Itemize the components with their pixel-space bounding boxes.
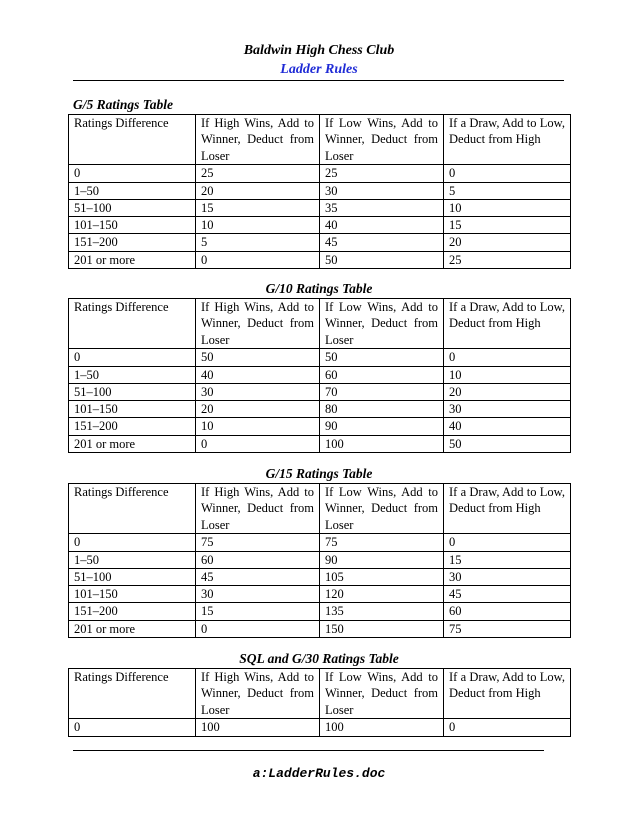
table-row xyxy=(69,165,571,182)
table-row xyxy=(69,383,571,400)
table-cell: 51–100 xyxy=(69,383,196,400)
column-header: If Low Wins, Add to Winner, Deduct from Loser xyxy=(320,484,444,534)
club-name: Baldwin High Chess Club xyxy=(243,43,395,58)
table-cell: 100 xyxy=(320,719,444,736)
table-cell: 20 xyxy=(196,182,320,199)
table-cell: 0 xyxy=(444,719,571,736)
table-cell: 50 xyxy=(320,251,444,268)
ratings-table-g15 xyxy=(68,483,571,638)
table-header-row xyxy=(69,669,571,719)
column-header: Ratings Difference xyxy=(69,115,196,165)
table-cell: 75 xyxy=(196,534,320,551)
table-row xyxy=(69,182,571,199)
table-cell: 0 xyxy=(444,349,571,366)
table-cell: 20 xyxy=(444,383,571,400)
table-cell: 80 xyxy=(320,401,444,418)
column-header: If Low Wins, Add to Winner, Deduct from Loser xyxy=(320,115,444,165)
table-row xyxy=(69,217,571,234)
table-cell: 50 xyxy=(320,349,444,366)
table-row xyxy=(69,603,571,620)
table-cell: 20 xyxy=(196,401,320,418)
table-cell: 40 xyxy=(196,366,320,383)
table-cell: 0 xyxy=(196,620,320,637)
table-section-g15 xyxy=(68,465,570,638)
table-cell: 100 xyxy=(196,719,320,736)
table-cell: 1–50 xyxy=(69,551,196,568)
table-cell: 101–150 xyxy=(69,217,196,234)
table-cell: 135 xyxy=(320,603,444,620)
column-header: Ratings Difference xyxy=(69,669,196,719)
table-title: G/15 Ratings Table xyxy=(265,466,373,481)
table-row xyxy=(69,401,571,418)
table-cell: 151–200 xyxy=(69,418,196,435)
table-cell: 40 xyxy=(444,418,571,435)
table-cell: 51–100 xyxy=(69,568,196,585)
table-row xyxy=(69,551,571,568)
table-cell: 101–150 xyxy=(69,401,196,418)
table-cell: 151–200 xyxy=(69,234,196,251)
table-section-sql-g30 xyxy=(68,650,570,737)
column-header: If a Draw, Add to Low, Deduct from High xyxy=(444,115,571,165)
table-header-row xyxy=(69,299,571,349)
footer-filename: a:LadderRules.doc xyxy=(252,766,386,781)
table-row xyxy=(69,366,571,383)
table-cell: 0 xyxy=(196,251,320,268)
table-cell: 15 xyxy=(444,551,571,568)
table-cell: 201 or more xyxy=(69,620,196,637)
table-row xyxy=(69,251,571,268)
column-header: If High Wins, Add to Winner, Deduct from Loser xyxy=(196,669,320,719)
table-header-row xyxy=(69,484,571,534)
table-row xyxy=(69,534,571,551)
table-cell: 120 xyxy=(320,586,444,603)
table-cell: 50 xyxy=(444,435,571,452)
table-row xyxy=(69,719,571,736)
table-cell: 105 xyxy=(320,568,444,585)
table-cell: 25 xyxy=(320,165,444,182)
column-header: If High Wins, Add to Winner, Deduct from Loser xyxy=(196,115,320,165)
table-cell: 101–150 xyxy=(69,586,196,603)
table-cell: 10 xyxy=(444,366,571,383)
table-cell: 45 xyxy=(320,234,444,251)
table-cell: 5 xyxy=(444,182,571,199)
table-cell: 60 xyxy=(444,603,571,620)
column-header: If a Draw, Add to Low, Deduct from High xyxy=(444,484,571,534)
table-cell: 10 xyxy=(196,217,320,234)
table-cell: 30 xyxy=(196,586,320,603)
column-header: If Low Wins, Add to Winner, Deduct from Loser xyxy=(320,299,444,349)
table-row xyxy=(69,620,571,637)
table-cell: 0 xyxy=(69,165,196,182)
table-cell: 201 or more xyxy=(69,435,196,452)
table-cell: 20 xyxy=(444,234,571,251)
table-cell: 90 xyxy=(320,418,444,435)
table-cell: 15 xyxy=(196,199,320,216)
document-title: Ladder Rules xyxy=(280,62,358,77)
table-cell: 30 xyxy=(444,568,571,585)
table-cell: 51–100 xyxy=(69,199,196,216)
column-header: If High Wins, Add to Winner, Deduct from Loser xyxy=(196,299,320,349)
column-header: If High Wins, Add to Winner, Deduct from Loser xyxy=(196,484,320,534)
ratings-table-g5 xyxy=(68,114,571,269)
table-cell: 0 xyxy=(196,435,320,452)
table-row xyxy=(69,349,571,366)
table-cell: 0 xyxy=(69,349,196,366)
table-cell: 25 xyxy=(196,165,320,182)
table-cell: 35 xyxy=(320,199,444,216)
table-cell: 1–50 xyxy=(69,182,196,199)
ratings-table-sql-g30 xyxy=(68,668,571,737)
table-cell: 0 xyxy=(69,534,196,551)
table-cell: 25 xyxy=(444,251,571,268)
column-header: If Low Wins, Add to Winner, Deduct from Loser xyxy=(320,669,444,719)
table-cell: 0 xyxy=(444,165,571,182)
table-row xyxy=(69,418,571,435)
table-cell: 15 xyxy=(196,603,320,620)
table-cell: 100 xyxy=(320,435,444,452)
table-cell: 10 xyxy=(196,418,320,435)
table-cell: 90 xyxy=(320,551,444,568)
table-title: SQL and G/30 Ratings Table xyxy=(239,651,399,666)
table-cell: 150 xyxy=(320,620,444,637)
table-header-row xyxy=(69,115,571,165)
table-cell: 75 xyxy=(320,534,444,551)
table-cell: 70 xyxy=(320,383,444,400)
table-cell: 30 xyxy=(444,401,571,418)
table-cell: 45 xyxy=(444,586,571,603)
table-cell: 60 xyxy=(196,551,320,568)
table-cell: 10 xyxy=(444,199,571,216)
table-cell: 40 xyxy=(320,217,444,234)
table-section-g5 xyxy=(68,96,570,269)
table-cell: 30 xyxy=(320,182,444,199)
column-header: If a Draw, Add to Low, Deduct from High xyxy=(444,299,571,349)
table-cell: 5 xyxy=(196,234,320,251)
table-cell: 60 xyxy=(320,366,444,383)
table-cell: 75 xyxy=(444,620,571,637)
table-cell: 201 or more xyxy=(69,251,196,268)
table-row xyxy=(69,199,571,216)
table-row xyxy=(69,568,571,585)
table-cell: 0 xyxy=(444,534,571,551)
table-title: G/10 Ratings Table xyxy=(265,281,373,296)
table-cell: 15 xyxy=(444,217,571,234)
table-row xyxy=(69,234,571,251)
table-row xyxy=(69,435,571,452)
top-divider xyxy=(73,80,564,81)
table-section-g10 xyxy=(68,280,570,453)
table-cell: 151–200 xyxy=(69,603,196,620)
table-cell: 50 xyxy=(196,349,320,366)
table-title: G/5 Ratings Table xyxy=(73,97,174,112)
table-cell: 1–50 xyxy=(69,366,196,383)
table-cell: 45 xyxy=(196,568,320,585)
table-cell: 0 xyxy=(69,719,196,736)
table-row xyxy=(69,586,571,603)
table-cell: 30 xyxy=(196,383,320,400)
column-header: Ratings Difference xyxy=(69,484,196,534)
bottom-divider xyxy=(73,750,544,751)
ratings-table-g10 xyxy=(68,298,571,453)
column-header: Ratings Difference xyxy=(69,299,196,349)
column-header: If a Draw, Add to Low, Deduct from High xyxy=(444,669,571,719)
